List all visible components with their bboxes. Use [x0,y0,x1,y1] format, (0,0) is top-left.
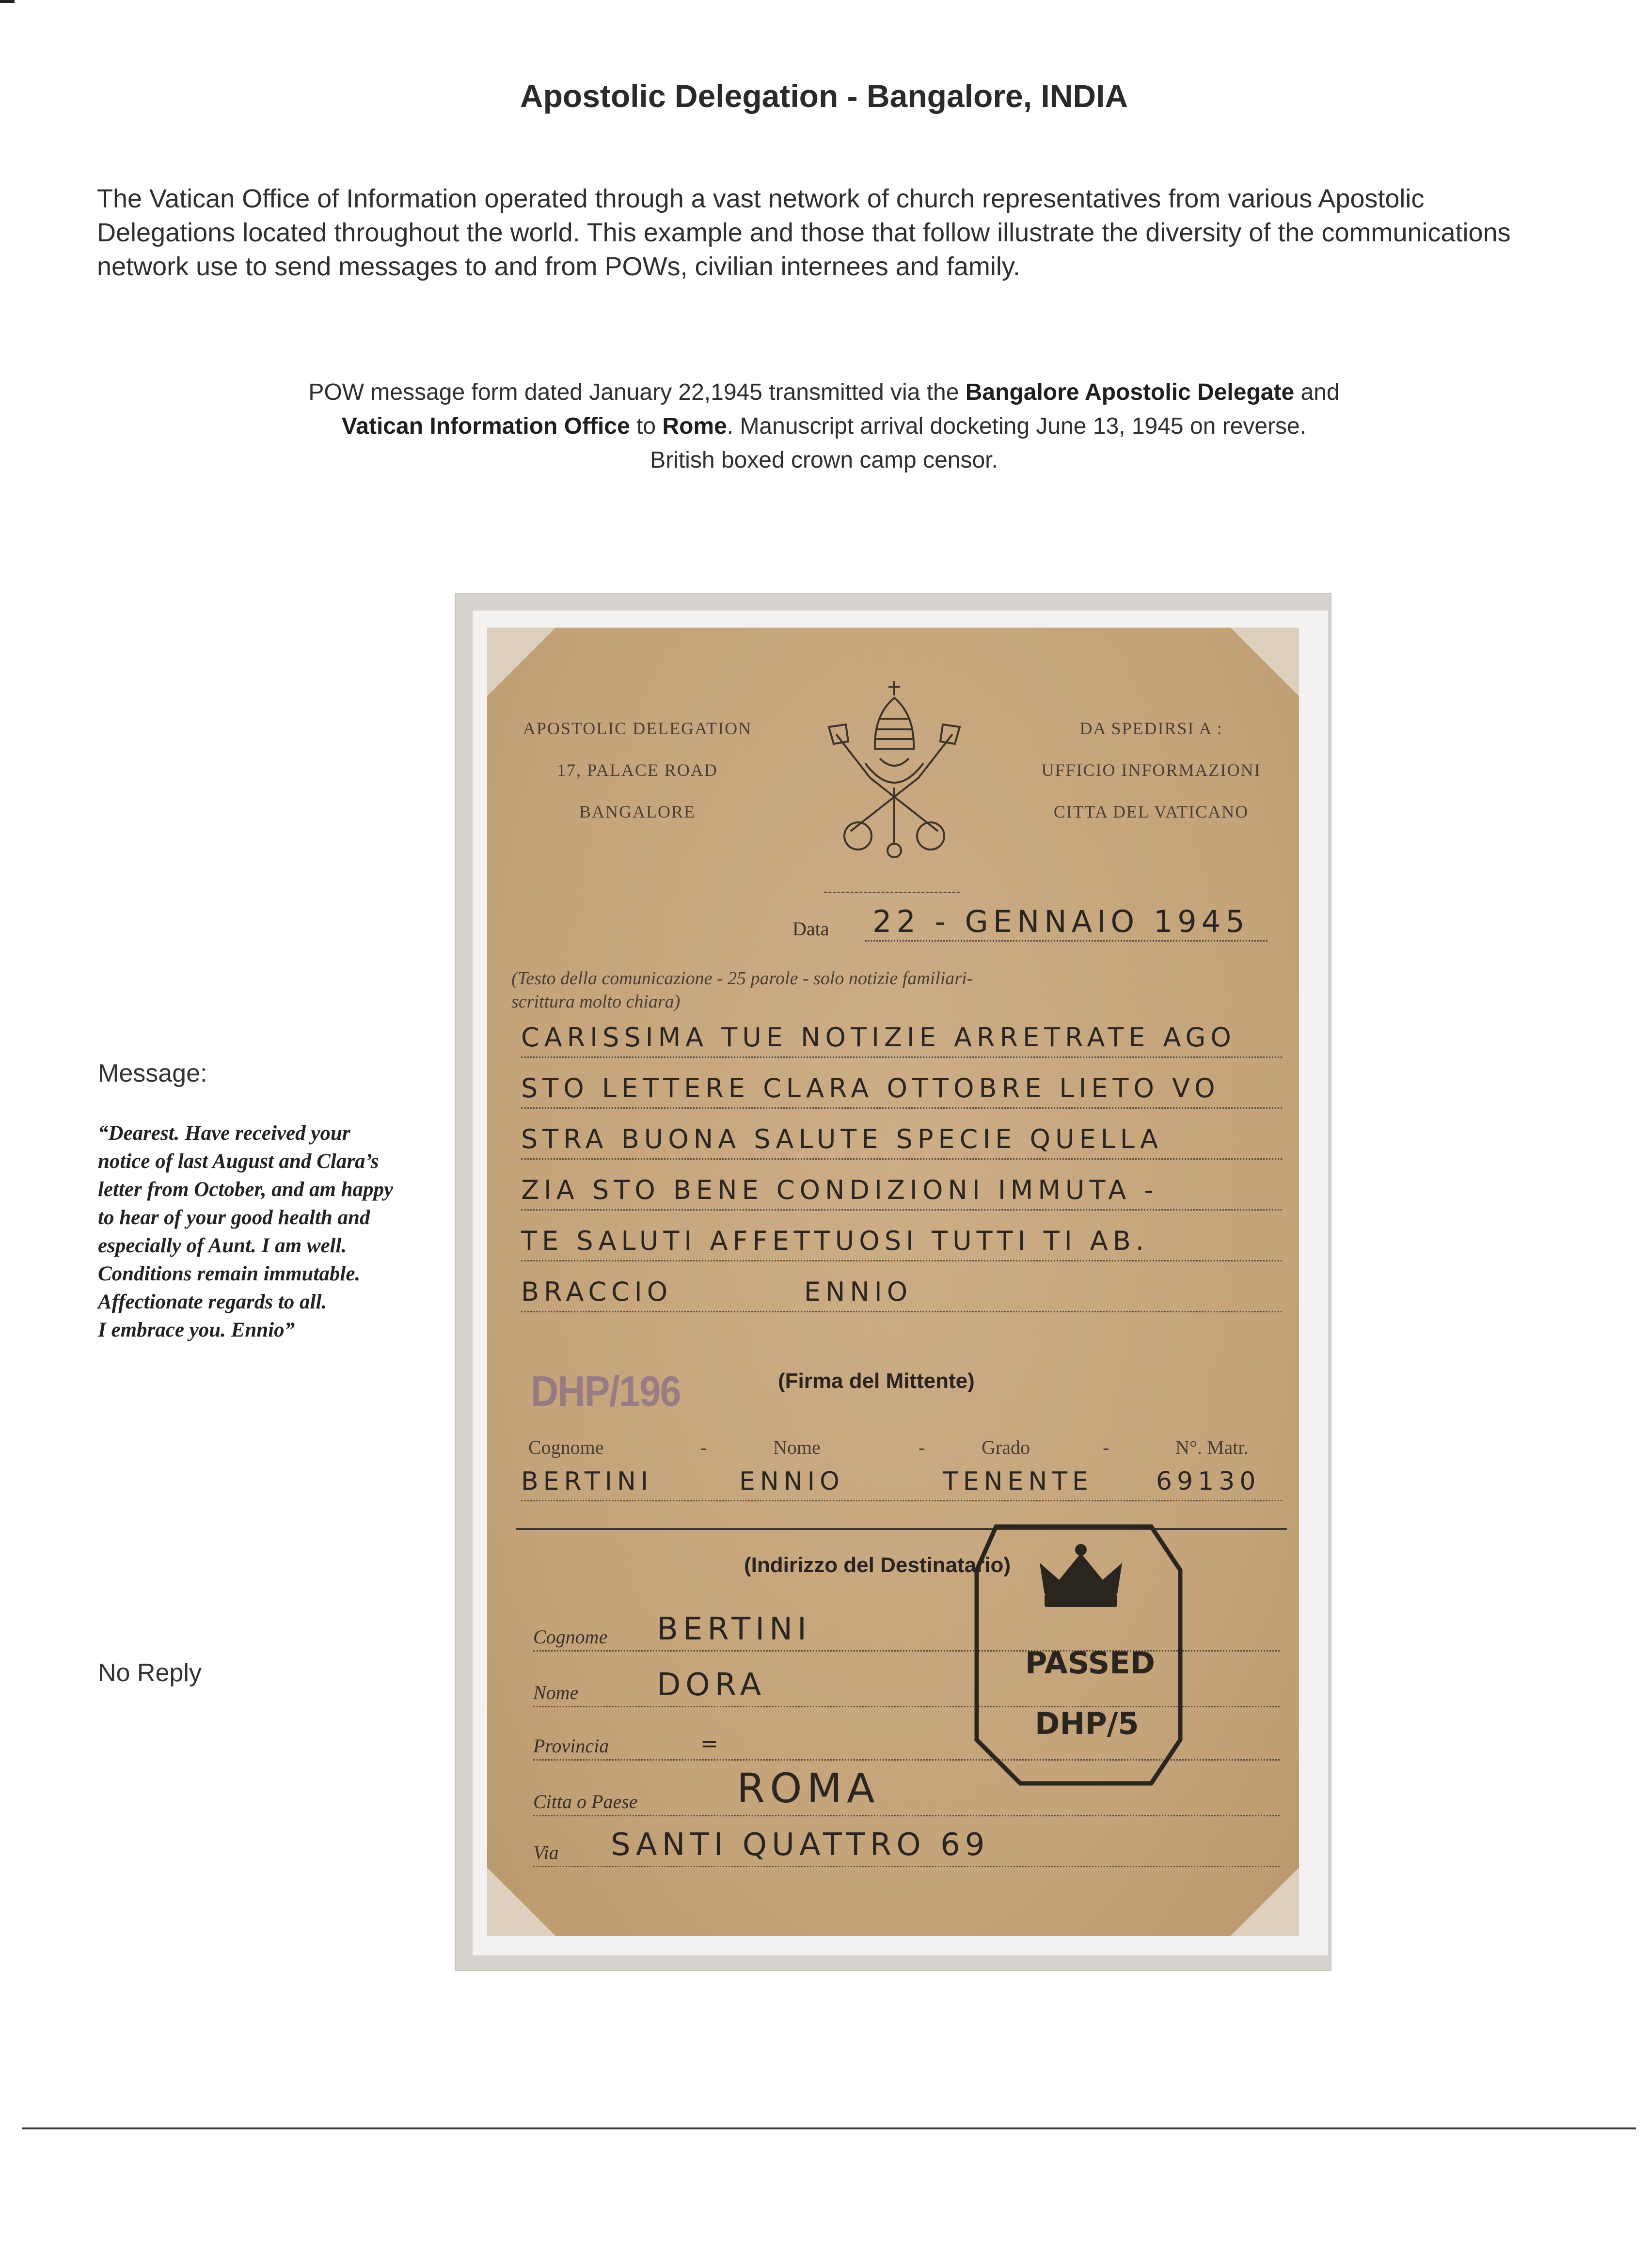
page-bottom-rule [22,2127,1636,2129]
translation-line: especially of Aunt. I am well. [98,1234,347,1257]
header-separator: - [1103,1436,1109,1458]
recipient-surname: BERTINI [657,1611,811,1647]
recipient-province: = [700,1732,723,1756]
date-label: Data [792,918,829,940]
destination-office-header [1015,708,1287,833]
censor-passed-text: PASSED [1025,1645,1156,1681]
instruction-line: scrittura molto chiara) [511,992,681,1012]
message-text: STO LETTERE CLARA OTTOBRE LIETO VO [521,1073,1220,1103]
recipient-city: ROMA [737,1764,880,1812]
cognome-header: Cognome [528,1436,604,1458]
header-line: APOSTOLIC DELEGATION [523,719,752,738]
caption-bold-rome: Rome [662,413,727,439]
message-line [521,1064,1282,1109]
sender-service-number: 69130 [1156,1467,1261,1496]
message-label: Message: [98,1059,207,1087]
address-label: Provincia [533,1735,609,1757]
photo-corner [1231,628,1299,696]
caption-text: POW message form dated January 22,1945 transmitted via the [308,379,966,405]
message-text: STRA BUONA SALUTE SPECIE QUELLA [521,1124,1163,1154]
address-label: Via [533,1842,559,1863]
recipient-street: SANTI QUATTRO 69 [611,1827,990,1863]
caption-bold-office: Vatican Information Office [341,413,630,439]
sender-rank: TENENTE [943,1467,1093,1496]
translation-line: to hear of your good health and [98,1206,370,1229]
translation-line: Conditions remain immutable. [98,1262,361,1285]
message-line [521,1115,1282,1160]
papal-keys-emblem-icon [817,676,972,860]
translation-line: notice of last August and Clara’s [98,1150,379,1173]
photo-corner [487,1868,555,1936]
header-line: CITTA DEL VATICANO [1053,802,1249,821]
dhp-handstamp: DHP/196 [531,1367,681,1415]
address-row [533,1827,1280,1867]
nome-header: Nome [773,1436,821,1458]
recipient-first-name: DORA [657,1667,766,1703]
message-text: CARISSIMA TUE NOTIZIE ARRETRATE AGO [521,1022,1236,1053]
page-title: Apostolic Delegation - Bangalore, INDIA [520,78,1128,114]
message-line [521,1013,1282,1058]
photo-corner [487,628,555,696]
address-header: (Indirizzo del Destinatario) [744,1553,1011,1577]
no-reply-label: No Reply [98,1659,202,1687]
date-row [792,904,1277,943]
matricola-header: N°. Matr. [1175,1436,1249,1458]
address-label: Citta o Paese [533,1791,638,1812]
instruction-line: (Testo della comunicazione - 25 parole - solo notizie familiari- [511,968,973,989]
form-instructions [511,967,1287,1013]
translation-line: I embrace you. Ennio” [98,1319,295,1341]
date-underline [865,940,1268,942]
header-separator: - [700,1436,707,1458]
intro-paragraph: The Vatican Office of Information operated through a vast network of church representatives from various Apostolic Delegations located throughout the world. This example and those that follow illustrate the diversity of the communications network use to send messages to and from POWs, civilian internees and family. [97,184,1511,281]
header-line: DA SPEDIRSI A : [1079,719,1223,738]
header-separator: - [919,1436,925,1458]
date-value: 22 - GENNAIO 1945 [872,904,1250,939]
message-line [521,1166,1282,1211]
sender-details-row [521,1461,1282,1501]
message-line [521,1267,1282,1312]
censor-number-text: DHP/5 [1035,1706,1139,1741]
address-label: Cognome [533,1626,608,1648]
message-text: BRACCIO ENNIO [521,1276,913,1307]
caption-text: to [630,413,663,439]
header-line: BANGALORE [579,802,696,821]
signature-label: (Firma del Mittente) [778,1369,975,1393]
translation-line: “Dearest. Have received your [98,1122,350,1145]
translation-line: Affectionate regards to all. [98,1291,327,1313]
message-text: ZIA STO BENE CONDIZIONI IMMUTA - [521,1175,1158,1205]
pow-message-form [487,628,1299,1936]
grado-header: Grado [982,1436,1030,1458]
message-line [521,1216,1282,1261]
form-caption [145,376,1503,477]
caption-censor-note: British boxed crown camp censor. [650,447,998,473]
corner-mark [0,0,15,3]
divider [824,892,960,893]
message-text: TE SALUTI AFFETTUOSI TUTTI TI AB. [521,1226,1149,1256]
caption-text: and [1294,379,1340,405]
sender-first-name: ENNIO [739,1467,844,1496]
header-line: UFFICIO INFORMAZIONI [1041,760,1261,780]
header-line: 17, PALACE ROAD [557,760,718,780]
photo-corner [1231,1868,1299,1936]
caption-text: . Manuscript arrival docketing June 13, 1945 on reverse. [727,413,1307,439]
caption-bold-delegate: Bangalore Apostolic Delegate [965,379,1295,405]
translation-line: letter from October, and am happy [98,1178,394,1201]
message-translation [98,1119,466,1344]
address-label: Nome [533,1682,579,1703]
sender-surname: BERTINI [521,1467,653,1496]
sender-office-header [516,708,759,833]
